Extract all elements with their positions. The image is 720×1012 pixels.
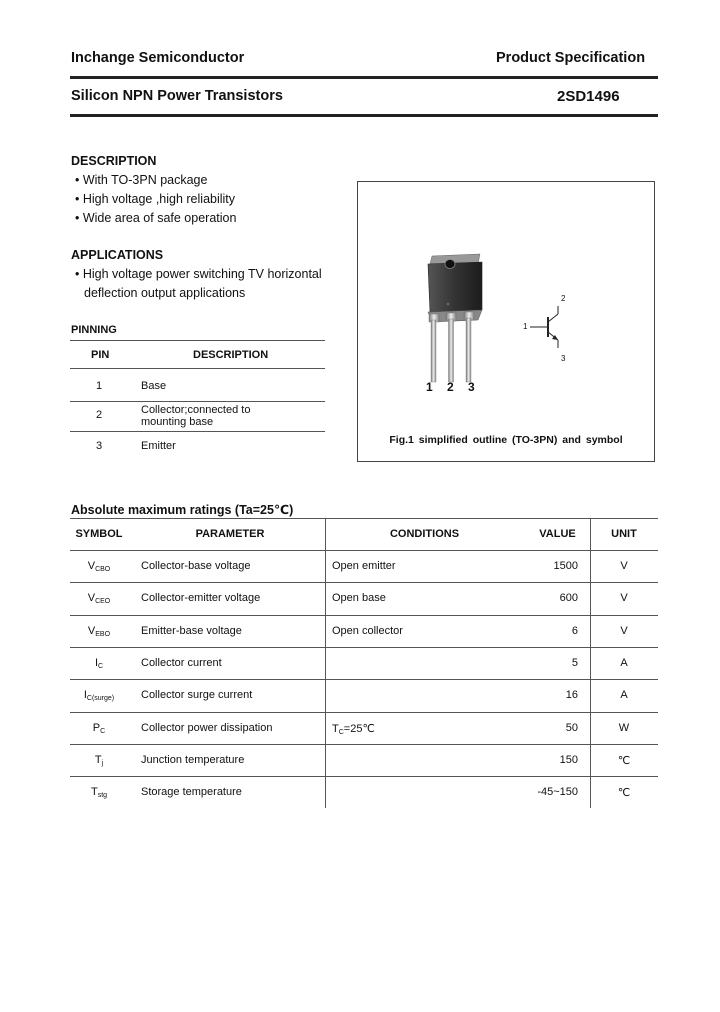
symbol-letter: V xyxy=(87,592,96,604)
ratings-col-symbol: SYMBOL xyxy=(75,528,123,540)
figure-box xyxy=(357,181,655,462)
figure-caption: Fig.1 simplified outline (TO-3PN) and symbol xyxy=(389,434,623,446)
table-row-parameter: Collector-emitter voltage xyxy=(141,592,261,604)
ratings-col-unit: UNIT xyxy=(611,528,637,540)
table-row-parameter: Collector-base voltage xyxy=(141,560,251,572)
table-row-value: 150 xyxy=(559,754,578,766)
ratings-col-parameter: PARAMETER xyxy=(195,528,265,540)
table-row-value: 50 xyxy=(565,722,578,734)
package-outline-image xyxy=(358,182,654,461)
table-row-symbol xyxy=(70,625,128,638)
product-family: Silicon NPN Power Transistors xyxy=(71,88,283,104)
symbol-subscript: C xyxy=(98,663,104,670)
pinning-pin: 2 xyxy=(96,409,103,421)
table-row-parameter: Collector power dissipation xyxy=(141,722,273,734)
description-item: • With TO-3PN package xyxy=(75,173,208,187)
applications-item: • High voltage power switching TV horizontal xyxy=(75,267,322,281)
table-row-symbol xyxy=(70,754,128,767)
symbol-emitter-label: 3 xyxy=(561,354,566,363)
condition-text: Open collector xyxy=(332,625,403,637)
table-row-conditions xyxy=(332,560,396,573)
ratings-rule xyxy=(70,615,658,616)
table-row-unit: A xyxy=(620,689,628,701)
ratings-rule xyxy=(70,712,658,713)
symbol-collector-label: 2 xyxy=(561,294,566,303)
table-row-unit: V xyxy=(620,625,628,637)
symbol-subscript: CBO xyxy=(95,566,111,573)
pinning-desc: Base xyxy=(141,380,167,392)
pinning-col-description: DESCRIPTION xyxy=(193,349,269,361)
table-row-value: -45~150 xyxy=(537,786,578,798)
symbol-subscript: EBO xyxy=(95,631,111,638)
symbol-letter: I xyxy=(94,657,98,669)
description-item-text: With TO-3PN package xyxy=(82,173,208,187)
table-row-unit: V xyxy=(620,560,628,572)
applications-title: APPLICATIONS xyxy=(71,248,164,262)
table-row-conditions xyxy=(332,592,386,605)
condition-tail: =25℃ xyxy=(343,723,375,735)
symbol-subscript: CEO xyxy=(95,598,111,605)
condition-text: Open emitter xyxy=(332,560,396,572)
symbol-subscript: C xyxy=(100,728,106,735)
table-row-value: 6 xyxy=(571,625,578,637)
company-name: Inchange Semiconductor xyxy=(71,50,245,66)
table-row-symbol xyxy=(70,786,128,799)
pinning-desc: Emitter xyxy=(141,440,176,452)
ratings-rule xyxy=(70,550,658,551)
description-item-text: High voltage ,high reliability xyxy=(82,192,236,206)
table-row-unit: ℃ xyxy=(617,755,631,767)
table-row-symbol xyxy=(70,657,128,670)
pinning-rule xyxy=(70,431,325,432)
symbol-subscript: j xyxy=(101,760,104,767)
table-row-parameter: Collector current xyxy=(141,657,222,669)
symbol-letter: V xyxy=(87,625,96,637)
description-item: • High voltage ,high reliability xyxy=(75,192,236,206)
table-row-parameter: Junction temperature xyxy=(141,754,245,766)
npn-symbol xyxy=(530,306,558,348)
table-row-symbol xyxy=(70,689,128,702)
table-row-parameter: Collector surge current xyxy=(141,689,253,701)
header-rule-top xyxy=(70,76,658,79)
table-row-conditions xyxy=(332,625,403,638)
applications-line: High voltage power switching TV horizontal xyxy=(82,267,322,281)
condition-text: Open base xyxy=(332,592,386,604)
ratings-col-conditions: CONDITIONS xyxy=(389,528,460,540)
ratings-rule xyxy=(70,679,658,680)
pinning-desc xyxy=(141,404,250,428)
pinning-col-pin: PIN xyxy=(91,349,110,361)
package-pin-label: 2 xyxy=(447,380,454,394)
table-row-symbol xyxy=(70,722,128,735)
description-item-text: Wide area of safe operation xyxy=(82,211,237,225)
table-row-unit: A xyxy=(620,657,628,669)
pinning-rule xyxy=(70,340,325,341)
pinning-desc-line: mounting base xyxy=(141,416,214,428)
symbol-base-label: 1 xyxy=(523,322,528,331)
description-item: • Wide area of safe operation xyxy=(75,211,237,225)
symbol-subscript: C(surge) xyxy=(86,695,115,702)
table-row-parameter: Storage temperature xyxy=(141,786,242,798)
table-row-unit: V xyxy=(620,592,628,604)
table-row-parameter: Emitter-base voltage xyxy=(141,625,242,637)
ratings-rule xyxy=(70,647,658,648)
table-row-value: 5 xyxy=(571,657,578,669)
table-row-value: 1500 xyxy=(553,560,578,572)
part-number: 2SD1496 xyxy=(557,88,620,105)
ratings-col-divider xyxy=(325,518,326,808)
table-row-conditions xyxy=(332,722,375,736)
condition-text: T xyxy=(332,723,339,735)
table-row-value: 600 xyxy=(559,592,578,604)
table-row-value: 16 xyxy=(565,689,578,701)
ratings-rule xyxy=(70,518,658,519)
table-row-symbol xyxy=(70,592,128,605)
doc-type: Product Specification xyxy=(496,50,646,66)
table-row-symbol xyxy=(70,560,128,573)
pinning-pin: 1 xyxy=(96,380,103,392)
ratings-col-value: VALUE xyxy=(539,528,576,540)
ratings-rule xyxy=(70,776,658,777)
ratings-rule xyxy=(70,582,658,583)
symbol-letter: I xyxy=(83,689,87,701)
ratings-title: Absolute maximum ratings (Ta=25℃) xyxy=(71,503,294,517)
ratings-rule xyxy=(70,744,658,745)
pinning-pin: 3 xyxy=(96,440,103,452)
pinning-title: PINNING xyxy=(71,324,117,336)
symbol-letter: T xyxy=(94,754,102,766)
table-row-unit: W xyxy=(618,722,630,734)
package-pin-label: 1 xyxy=(426,380,433,394)
symbol-letter: P xyxy=(92,722,101,734)
symbol-subscript: stg xyxy=(97,792,108,799)
applications-line: deflection output applications xyxy=(84,286,246,300)
condition-subscript: C xyxy=(338,729,344,736)
header-rule-bottom xyxy=(70,114,658,117)
symbol-letter: V xyxy=(87,560,96,572)
description-title: DESCRIPTION xyxy=(71,154,157,168)
pinning-desc-line: Collector;connected to xyxy=(141,404,251,416)
table-row-unit: ℃ xyxy=(617,787,631,799)
package-pin-label: 3 xyxy=(468,380,475,394)
pinning-rule xyxy=(70,368,325,369)
pinning-rule xyxy=(70,401,325,402)
symbol-letter: T xyxy=(90,786,98,798)
